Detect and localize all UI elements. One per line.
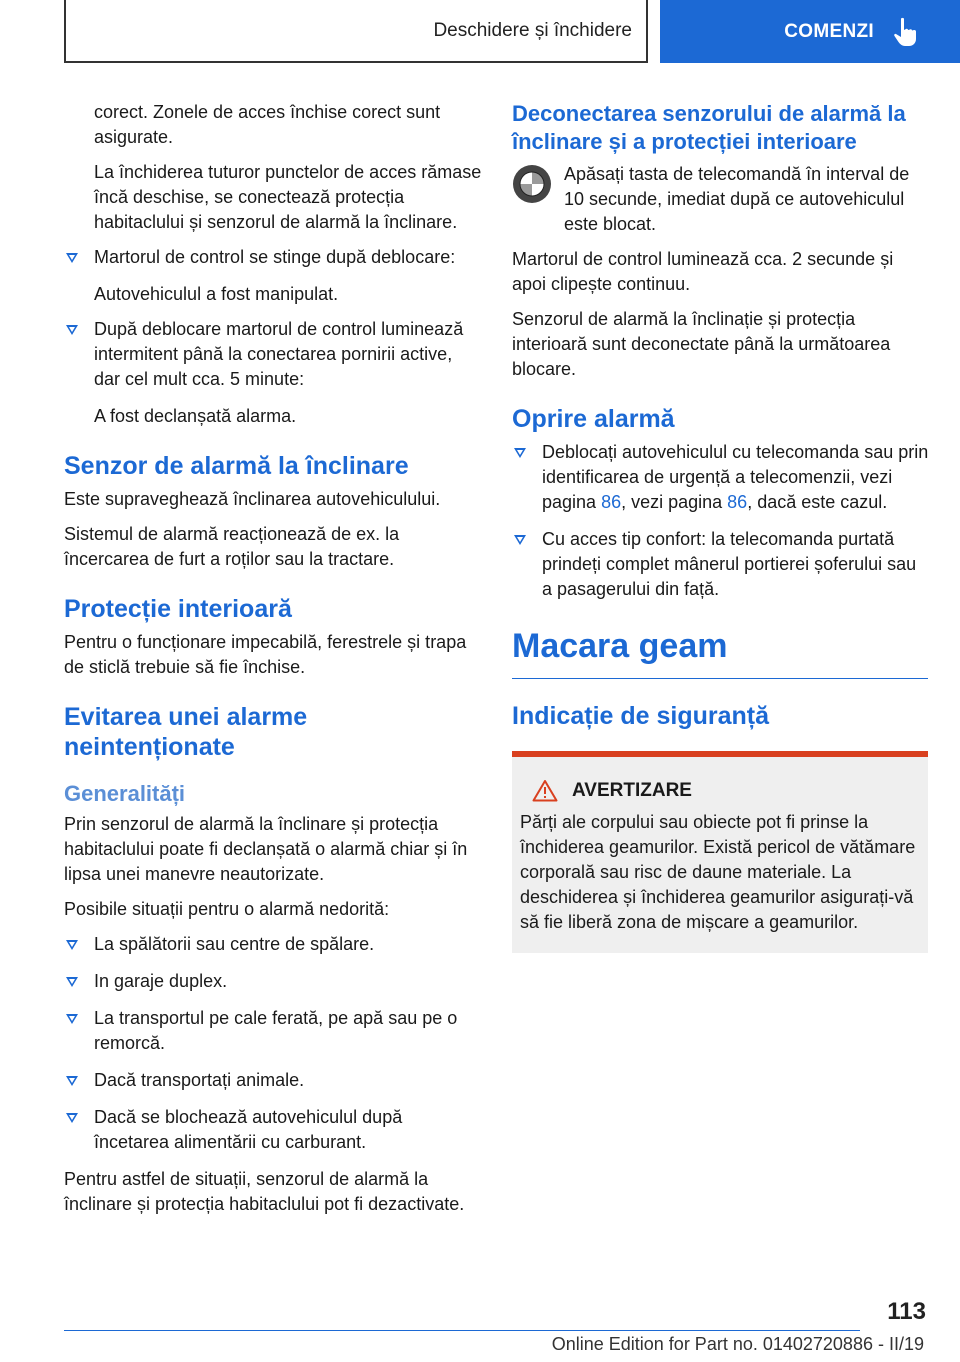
bullet-triangle-icon bbox=[514, 535, 526, 545]
paragraph-text: Apăsați tasta de telecomandă în interval de 10 secunde, imediat după ce autovehiculul este blocat. bbox=[564, 164, 910, 234]
bullet-triangle-icon bbox=[66, 1113, 78, 1123]
paragraph: Autovehiculul a fost manipulat. bbox=[94, 284, 339, 304]
paragraph: Pentru o funcționare impecabilă, ferestrele și trapa de sticlă trebuie să fie închise. bbox=[64, 632, 467, 677]
page-number: 113 bbox=[887, 1298, 926, 1325]
list-item-text: , dacă este cazul. bbox=[747, 492, 888, 512]
chapter-tab[interactable] bbox=[660, 0, 960, 63]
page-link[interactable]: 86 bbox=[601, 492, 622, 512]
paragraph: La închiderea tuturor punctelor de acces rămase încă deschise, se conectează protecția habitaclului și senzorul de alarmă la înclinare. bbox=[94, 162, 482, 232]
list-item bbox=[64, 1105, 482, 1155]
paragraph bbox=[512, 162, 930, 237]
warning-box bbox=[512, 751, 928, 953]
warning-triangle-icon bbox=[532, 779, 558, 802]
list-item bbox=[64, 317, 482, 392]
footer-edition bbox=[64, 1334, 924, 1355]
list-item bbox=[64, 969, 482, 994]
bullet-triangle-icon bbox=[66, 325, 78, 335]
list-item-text: , vezi pagina bbox=[621, 492, 728, 512]
list-item-text: Martorul de control se stinge după deblocare: bbox=[94, 247, 456, 267]
warning-title bbox=[520, 779, 920, 802]
list-item-text: Deblocați autovehiculul cu telecomanda sau prin identificarea de urgență a telecomenzii, vezi pagina bbox=[542, 442, 929, 512]
list-item bbox=[64, 1068, 482, 1093]
list-item-text: La spălătorii sau centre de spălare. bbox=[94, 934, 375, 954]
heading-avoid-alarm: Evitarea unei alarme neintenționate bbox=[64, 703, 308, 761]
bmw-key-logo-icon bbox=[512, 164, 552, 204]
list-item-text: Dacă se blochează autovehiculul după încetarea alimentării cu carburant. bbox=[94, 1107, 403, 1152]
list-item bbox=[64, 932, 482, 957]
heading-window-lift: Macara geam bbox=[512, 624, 928, 679]
list-item-text: Dacă transportați animale. bbox=[94, 1070, 305, 1090]
bullet-triangle-icon bbox=[66, 977, 78, 987]
heading-safety-note: Indicație de siguranță bbox=[512, 702, 770, 730]
list-item-text: La transportul pe cale ferată, pe apă sau pe o remorcă. bbox=[94, 1008, 458, 1053]
paragraph: corect. Zonele de acces închise corect sunt asigurate. bbox=[94, 102, 441, 147]
hand-pointer-icon bbox=[892, 17, 920, 47]
paragraph: Senzorul de alarmă la înclinație și protecția interioară sunt deconectate până la următoarea blocare. bbox=[512, 309, 891, 379]
paragraph: A fost declanșată alarma. bbox=[94, 406, 297, 426]
list-item-text: In garaje duplex. bbox=[94, 971, 228, 991]
paragraph: Sistemul de alarmă reacționează de ex. la încercarea de furt a roților sau la tractare. bbox=[64, 524, 400, 569]
bullet-triangle-icon bbox=[66, 940, 78, 950]
list-item bbox=[512, 527, 930, 602]
bullet-triangle-icon bbox=[514, 448, 526, 458]
page-link[interactable]: 86 bbox=[727, 492, 748, 512]
list-item bbox=[64, 1006, 482, 1056]
right-column bbox=[512, 100, 930, 953]
heading-disconnect: Deconectarea senzorului de alarmă la înclinare și a protecției interioare bbox=[512, 101, 906, 154]
paragraph: Prin senzorul de alarmă la înclinare și protecția habitaclului poate fi declanșată o alarmă chiar și în lipsa unei manevre neautorizate. bbox=[64, 814, 468, 884]
paragraph: Martorul de control luminează cca. 2 secunde și apoi clipește continuu. bbox=[512, 249, 894, 294]
section-title: Deschidere și închidere bbox=[433, 19, 632, 41]
bullet-triangle-icon bbox=[66, 253, 78, 263]
heading-tilt-sensor: Senzor de alarmă la înclinare bbox=[64, 452, 409, 480]
bullet-triangle-icon bbox=[66, 1014, 78, 1024]
paragraph: Pentru astfel de situații, senzorul de alarmă la înclinare și protecția habitaclului pot fi dezactivate. bbox=[64, 1169, 465, 1214]
paragraph: Posibile situații pentru o alarmă nedorită: bbox=[64, 899, 390, 919]
heading-interior-protection: Protecție interioară bbox=[64, 595, 292, 623]
left-column bbox=[64, 100, 482, 1227]
warning-text: Părți ale corpului sau obiecte pot fi prinse la închiderea geamurilor. Există pericol de vătămare corporală sau risc de daune materiale. La deschiderea și închiderea geamurilor asigurați-vă să fie liberă zona de mișcare a geamurilor. bbox=[520, 812, 916, 932]
heading-stop-alarm: Oprire alarmă bbox=[512, 405, 675, 433]
bullet-triangle-icon bbox=[66, 1076, 78, 1086]
edition-text: Online Edition for Part no. 01402720886 - II/19 bbox=[551, 1334, 924, 1354]
warning-title-text: AVERTIZARE bbox=[572, 779, 692, 801]
chapter-title: COMENZI bbox=[784, 20, 874, 42]
list-item bbox=[64, 245, 482, 270]
heading-general: Generalități bbox=[64, 781, 186, 806]
list-item-text: După deblocare martorul de control luminează intermitent până la conectarea pornirii active, dar cel mult cca. 5 minute: bbox=[94, 319, 464, 389]
page-header bbox=[0, 0, 960, 66]
paragraph: Este supraveghează înclinarea autovehiculului. bbox=[64, 489, 441, 509]
footer-divider bbox=[64, 1330, 860, 1331]
list-item bbox=[512, 440, 930, 515]
list-item-text: Cu acces tip confort: la telecomanda purtată prindeți complet mânerul portierei șoferului sau a pasagerului din față. bbox=[542, 529, 917, 599]
section-tab[interactable] bbox=[64, 0, 648, 63]
